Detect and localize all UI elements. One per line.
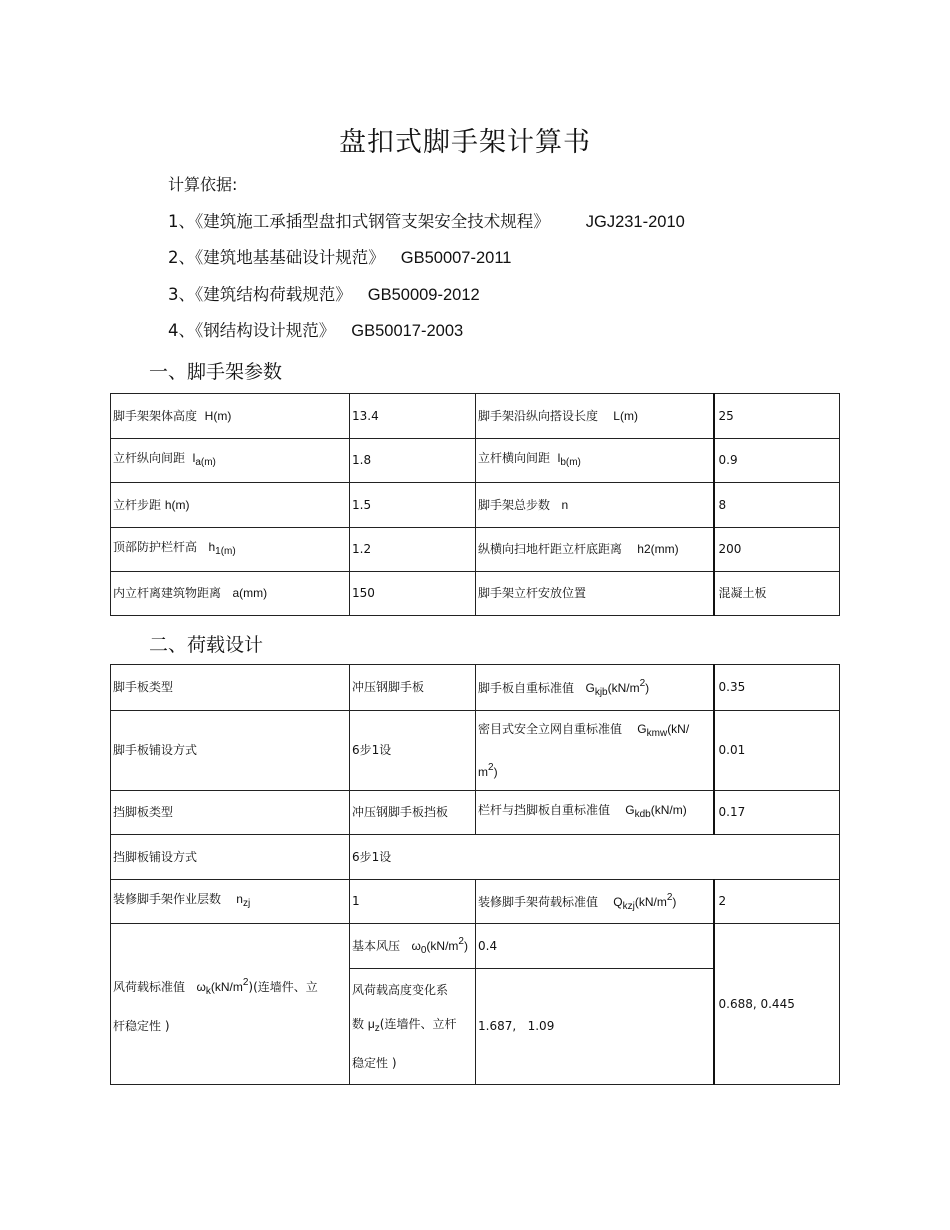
load-label: 密目式安全立网自重标准值 $G_{kmw}(kN/$ $m^2$)	[476, 711, 714, 791]
param-value: 1.2	[350, 528, 476, 572]
param-value: 1.5	[350, 483, 476, 528]
param-value: 200	[714, 528, 840, 572]
load-value: 1	[350, 880, 476, 924]
scaffold-params-table	[110, 393, 840, 616]
table-row	[111, 439, 840, 483]
param-label: 内立杆离建筑物距离 a(mm)	[111, 572, 350, 616]
param-label: 立杆横向间距 $l_{b(m)}$	[476, 439, 714, 483]
param-value: 13.4	[350, 394, 476, 439]
table-row	[111, 791, 840, 835]
param-label: 顶部防护栏杆高 $h_{1(m)}$	[111, 528, 350, 572]
load-value: 冲压钢脚手板挡板	[350, 791, 476, 835]
param-label: 脚手架沿纵向搭设长度 L(m)	[476, 394, 714, 439]
load-label: 脚手板类型	[111, 665, 350, 711]
table-row	[111, 924, 840, 969]
load-label: 基本风压 $\omega_0(kN/m^2)$	[350, 924, 476, 969]
section-heading-scaffold-params: 一、脚手架参数	[149, 361, 283, 383]
load-value: 2	[714, 880, 840, 924]
reference-2: 2、《建筑地基基础设计规范》 GB50007-2011	[168, 248, 512, 267]
load-value: 0.17	[714, 791, 840, 835]
table-row	[111, 483, 840, 528]
param-label: 脚手架架体高度 H(m)	[111, 394, 350, 439]
load-value: 6步1设	[350, 835, 840, 880]
table-row	[111, 835, 840, 880]
param-label: 脚手架立杆安放位置	[476, 572, 714, 616]
load-value: 0.35	[714, 665, 840, 711]
load-label: 风荷载高度变化系 数 $\mu_z$(连墙件、立杆 稳定性 )	[350, 969, 476, 1085]
load-label: 挡脚板类型	[111, 791, 350, 835]
table-row	[111, 665, 840, 711]
load-label: 装修脚手架荷载标准值 $Q_{kzj}(kN/m^2)$	[476, 880, 714, 924]
param-value: 8	[714, 483, 840, 528]
param-label: 脚手架总步数 n	[476, 483, 714, 528]
load-label: 脚手板铺设方式	[111, 711, 350, 791]
load-value: 0.688, 0.445	[714, 924, 840, 1085]
load-design-table	[110, 664, 840, 1085]
param-value: 25	[714, 394, 840, 439]
load-label: 栏杆与挡脚板自重标准值 $G_{kdb}(kN/m)$	[476, 791, 714, 835]
load-value: 1.687, 1.09	[476, 969, 714, 1085]
load-value: 0.01	[714, 711, 840, 791]
load-label: 风荷载标准值 $\omega_k(kN/m^2)$(连墙件、立 杆稳定性 )	[111, 924, 350, 1085]
param-value: 1.8	[350, 439, 476, 483]
table-row	[111, 880, 840, 924]
param-value: 0.9	[714, 439, 840, 483]
param-value: 混凝土板	[714, 572, 840, 616]
load-value: 0.4	[476, 924, 714, 969]
table-row	[111, 711, 840, 791]
table-row	[111, 572, 840, 616]
load-label: 装修脚手架作业层数 $n_{zj}$	[111, 880, 350, 924]
load-value: 6步1设	[350, 711, 476, 791]
load-value: 冲压钢脚手板	[350, 665, 476, 711]
section-heading-load-design: 二、荷载设计	[149, 634, 264, 656]
param-label: 纵横向扫地杆距立杆底距离 h2(mm)	[476, 528, 714, 572]
basis-heading: 计算依据:	[168, 175, 238, 194]
load-label: 脚手板自重标准值 $G_{kjb}(kN/m^2)$	[476, 665, 714, 711]
document-title: 盘扣式脚手架计算书	[339, 127, 591, 158]
load-label: 挡脚板铺设方式	[111, 835, 350, 880]
reference-4: 4、《钢结构设计规范》 GB50017-2003	[168, 321, 464, 340]
reference-3: 3、《建筑结构荷载规范》 GB50009-2012	[168, 285, 480, 304]
table-row	[111, 528, 840, 572]
param-label: 立杆纵向间距 $l_{a(m)}$	[111, 439, 350, 483]
param-value: 150	[350, 572, 476, 616]
table-row	[111, 394, 840, 439]
param-label: 立杆步距 h(m)	[111, 483, 350, 528]
reference-1: 1、《建筑施工承插型盘扣式钢管支架安全技术规程》 JGJ231-2010	[168, 212, 685, 231]
